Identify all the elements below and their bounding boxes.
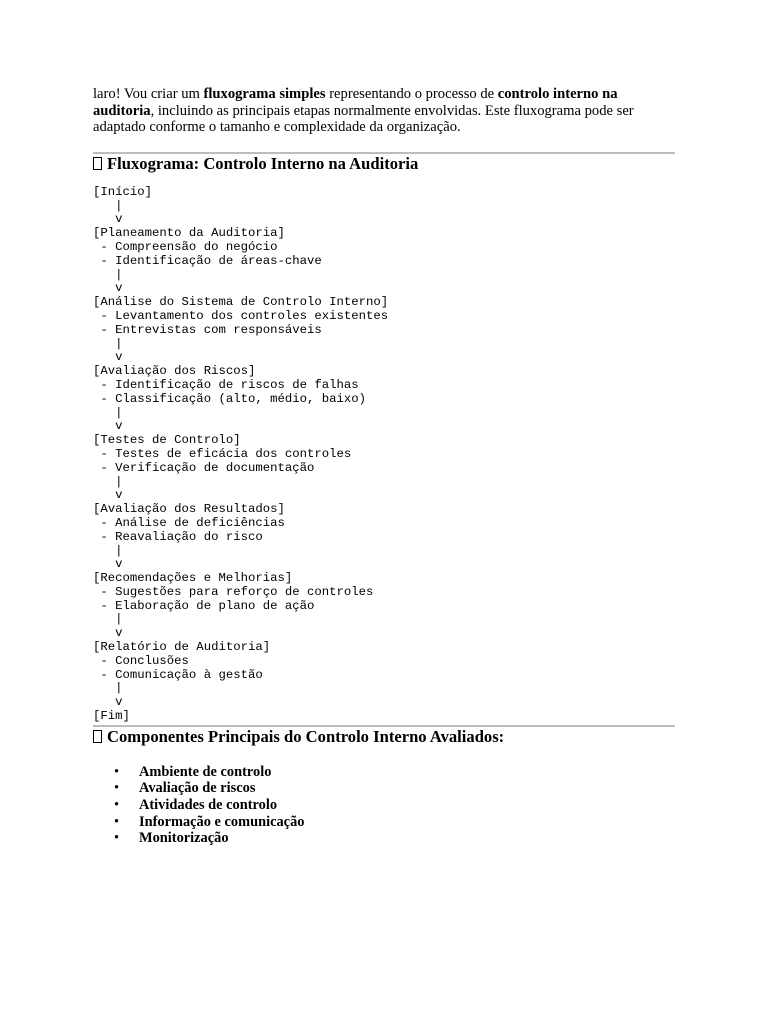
flowchart-line: [Testes de Controlo] — [93, 433, 241, 448]
list-item-label: Atividades de controlo — [139, 797, 278, 814]
list-item — [93, 797, 675, 814]
list-item-label: Avaliação de riscos — [139, 780, 256, 797]
bullet-icon: • — [114, 830, 120, 847]
bullet-icon: • — [114, 797, 120, 814]
flowchart-line: v — [93, 488, 123, 503]
components-heading — [93, 727, 675, 747]
intro-bold-2: controlo interno na auditoria — [93, 86, 618, 119]
flowchart-line: [Análise do Sistema de Controlo Interno] — [93, 295, 389, 310]
flowchart-line: [Fim] — [93, 709, 130, 724]
flowchart-line: - Reavaliação do risco — [93, 529, 263, 544]
flowchart-heading-text: Fluxograma: Controlo Interno na Auditoria — [107, 153, 419, 173]
flowchart-line: - Sugestões para reforço de controles — [93, 584, 374, 599]
flowchart-line: [Relatório de Auditoria] — [93, 640, 271, 655]
flowchart-line: | — [93, 336, 123, 351]
intro-text-3: , incluindo as principais etapas normalmente envolvidas. Este fluxograma pode ser adaptado conforme o tamanho e complexidade da organização. — [93, 102, 634, 136]
bullet-icon: • — [114, 813, 120, 830]
flowchart-line: [Planeamento da Auditoria] — [93, 226, 285, 241]
checklist-icon — [93, 730, 102, 743]
flowchart-line: | — [93, 681, 123, 696]
flowchart-heading — [93, 154, 675, 174]
flowchart-line: v — [93, 281, 123, 296]
flowchart-line: [Início] — [93, 184, 153, 199]
flowchart-line: v — [93, 626, 123, 641]
list-item-label: Informação e comunicação — [139, 813, 305, 830]
flowchart-line: - Classificação (alto, médio, baixo) — [93, 391, 367, 406]
list-item-label: Ambiente de controlo — [139, 763, 272, 780]
flowchart-line: - Levantamento dos controles existentes — [93, 308, 389, 323]
flowchart-line: | — [93, 198, 123, 213]
list-item-label: Monitorização — [139, 830, 229, 847]
flowchart-line: [Avaliação dos Resultados] — [93, 502, 285, 517]
flowchart-line: | — [93, 267, 123, 282]
list-item — [93, 830, 675, 847]
flowchart-code-block — [93, 186, 675, 724]
flowchart-line: - Verificação de documentação — [93, 460, 315, 475]
flowchart-line: - Conclusões — [93, 653, 189, 668]
components-list — [93, 764, 675, 847]
flowchart-line: - Identificação de riscos de falhas — [93, 377, 359, 392]
flowchart-line: | — [93, 612, 123, 627]
flowchart-line: - Comunicação à gestão — [93, 667, 263, 682]
document-page — [93, 86, 675, 847]
flowchart-line: v — [93, 695, 123, 710]
flowchart-line: v — [93, 557, 123, 572]
flowchart-line: | — [93, 543, 123, 558]
flowchart-line: - Identificação de áreas-chave — [93, 253, 322, 268]
flowchart-line: v — [93, 419, 123, 434]
flowchart-line: - Elaboração de plano de ação — [93, 598, 315, 613]
flowchart-line: [Recomendações e Melhorias] — [93, 571, 293, 586]
intro-paragraph — [93, 86, 675, 136]
flowchart-line: v — [93, 212, 123, 227]
flowchart-line: - Testes de eficácia dos controles — [93, 446, 352, 461]
list-item — [93, 764, 675, 781]
flowchart-line: - Entrevistas com responsáveis — [93, 322, 322, 337]
components-heading-text: Componentes Principais do Controlo Interno Avaliados: — [107, 726, 505, 746]
list-item — [93, 814, 675, 831]
bullet-icon: • — [114, 763, 120, 780]
intro-text-2: representando o processo de — [325, 86, 498, 102]
intro-bold-1: fluxograma simples — [203, 86, 326, 102]
intro-text-1: laro! Vou criar um — [93, 86, 204, 102]
flowchart-line: | — [93, 405, 123, 420]
flowchart-line: [Avaliação dos Riscos] — [93, 364, 256, 379]
flowchart-line: - Análise de deficiências — [93, 515, 285, 530]
flowchart-line: | — [93, 474, 123, 489]
chart-icon — [93, 157, 102, 170]
flowchart-line: - Compreensão do negócio — [93, 239, 278, 254]
flowchart-line: v — [93, 350, 123, 365]
bullet-icon: • — [114, 780, 120, 797]
list-item — [93, 780, 675, 797]
